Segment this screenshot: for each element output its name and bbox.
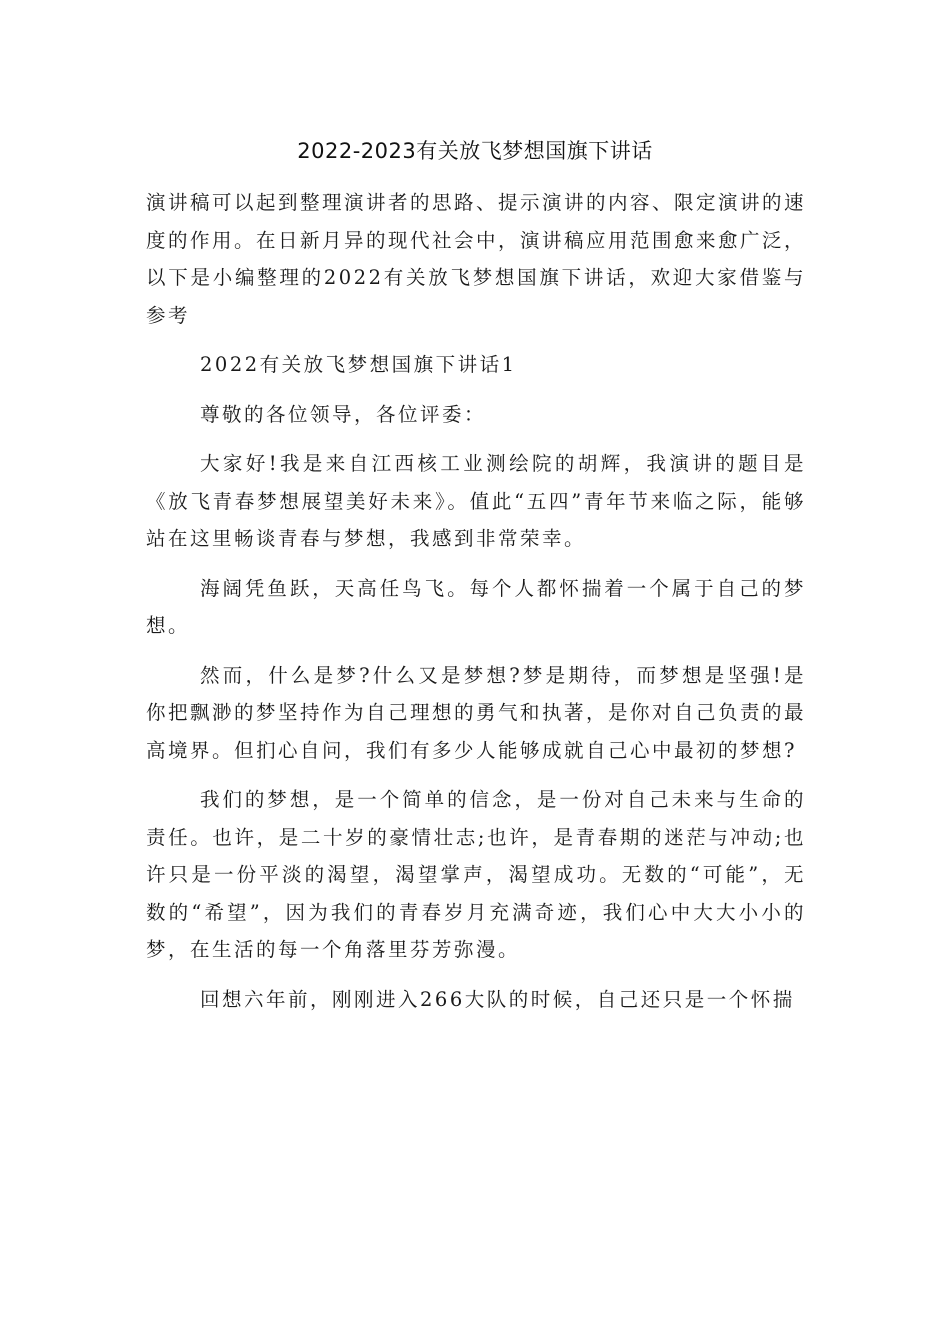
speech-paragraph: 我们的梦想，是一个简单的信念，是一份对自己未来与生命的责任。也许，是二十岁的豪情壮志;也许，是青春期的迷茫与冲动;也许只是一份平淡的渴望，渴望掌声，渴望成功。无数的“可能”，无数的“希望”，因为我们的青春岁月充满奇迹，我们心中大大小小的梦，在生活的每一个角落里芬芳弥漫。 <box>146 788 806 961</box>
document-body <box>146 184 806 1018</box>
salutation: 尊敬的各位领导，各位评委： <box>200 402 487 426</box>
section-heading: 2022有关放飞梦想国旗下讲话1 <box>200 353 517 376</box>
speech-paragraph: 然而，什么是梦?什么又是梦想?梦是期待，而梦想是坚强!是你把飘渺的梦坚持作为自己理想的勇气和执著，是你对自己负责的最高境界。但扪心自问，我们有多少人能够成就自己心中最初的梦想? <box>146 663 807 762</box>
speech-paragraph: 回想六年前，刚刚进入266大队的时候，自己还只是一个怀揣 <box>200 987 795 1011</box>
speech-paragraph: 大家好!我是来自江西核工业测绘院的胡辉，我演讲的题目是《放飞青春梦想展望美好未来》。值此“五四”青年节来临之际，能够站在这里畅谈青春与梦想，我感到非常荣幸。 <box>146 452 806 550</box>
document-title: 2022-2023有关放飞梦想国旗下讲话 <box>297 139 653 163</box>
intro-paragraph: 演讲稿可以起到整理演讲者的思路、提示演讲的内容、限定演讲的速度的作用。在日新月异的现代社会中，演讲稿应用范围愈来愈广泛，以下是小编整理的2022有关放飞梦想国旗下讲话，欢迎大家借鉴与参考 <box>146 191 807 327</box>
speech-paragraph: 海阔凭鱼跃，天高任鸟飞。每个人都怀揣着一个属于自己的梦想。 <box>146 576 806 637</box>
